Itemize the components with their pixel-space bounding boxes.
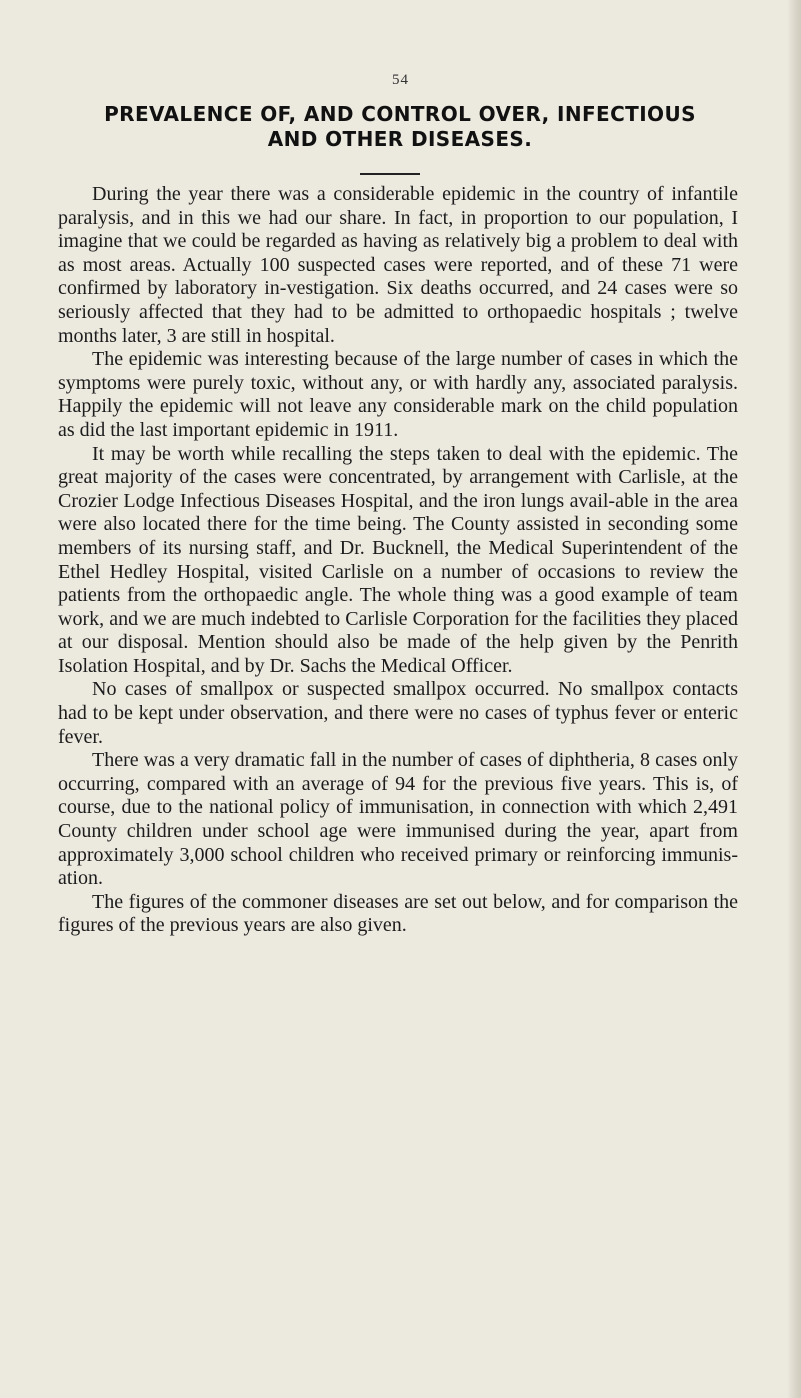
- heading-line-2: AND OTHER DISEASES.: [267, 127, 533, 151]
- heading-rule: [360, 173, 420, 175]
- paragraph-diphtheria: There was a very dramatic fall in the number of cases of diphtheria, 8 cases only occurring, compared with an average of 94 for the previous five years. This is, of course, due to the national policy of immunisation, in connection with which 2,491 County children under school age were immunised during the year, apart from approximately 3,000 school children who received primary or reinforcing immunis-ation.: [58, 749, 738, 890]
- page-edge-shadow: [787, 0, 801, 1398]
- paragraph-figures: The figures of the commoner diseases are set out below, and for comparison the figures of the previous years are also given.: [58, 890, 738, 937]
- paragraph-polio-epidemic: During the year there was a considerable epidemic in the country of infantile paralysis, and in this we had our share. In fact, in proportion to our population, I imagine that we could be regarded as having as relatively big a problem to deal with as most areas. Actually 100 suspected cases were reported, and of these 71 were confirmed by laboratory in-vestigation. Six deaths occurred, and 24 cases were so seriously affected that they had to be admitted to orthopaedic hospitals ; twelve months later, 3 are still in hospital.: [58, 183, 738, 347]
- paragraph-toxic-cases: The epidemic was interesting because of the large number of cases in which the symptoms were purely toxic, without any, or with hardly any, associated paralysis. Happily the epidemic will not leave any considerable mark on the child population as did the last important epidemic in 1911.: [58, 348, 738, 441]
- page-number: 54: [392, 72, 409, 88]
- heading-line-1: PREVALENCE OF, AND CONTROL OVER, INFECTIOUS: [104, 102, 696, 126]
- paragraph-smallpox: No cases of smallpox or suspected smallpox occurred. No smallpox contacts had to be kept under observation, and there were no cases of typhus fever or enteric fever.: [58, 678, 738, 748]
- paragraph-steps-taken: It may be worth while recalling the steps taken to deal with the epidemic. The great majority of the cases were concentrated, by arrangement with Carlisle, at the Crozier Lodge Infectious Diseases Hospital, and the iron lungs avail-able in the area were also located there for the time being. The County assisted in seconding some members of its nursing staff, and Dr. Bucknell, the Medical Superintendent of the Ethel Hedley Hospital, visited Carlisle on a number of occasions to review the patients from the orthopaedic angle. The whole thing was a good example of team work, and we are much indebted to Carlisle Corporation for the facilities they placed at our disposal. Mention should also be made of the help given by the Penrith Isolation Hospital, and by Dr. Sachs the Medical Officer.: [58, 442, 738, 677]
- page-heading: [20, 102, 780, 152]
- body-text: [58, 183, 738, 938]
